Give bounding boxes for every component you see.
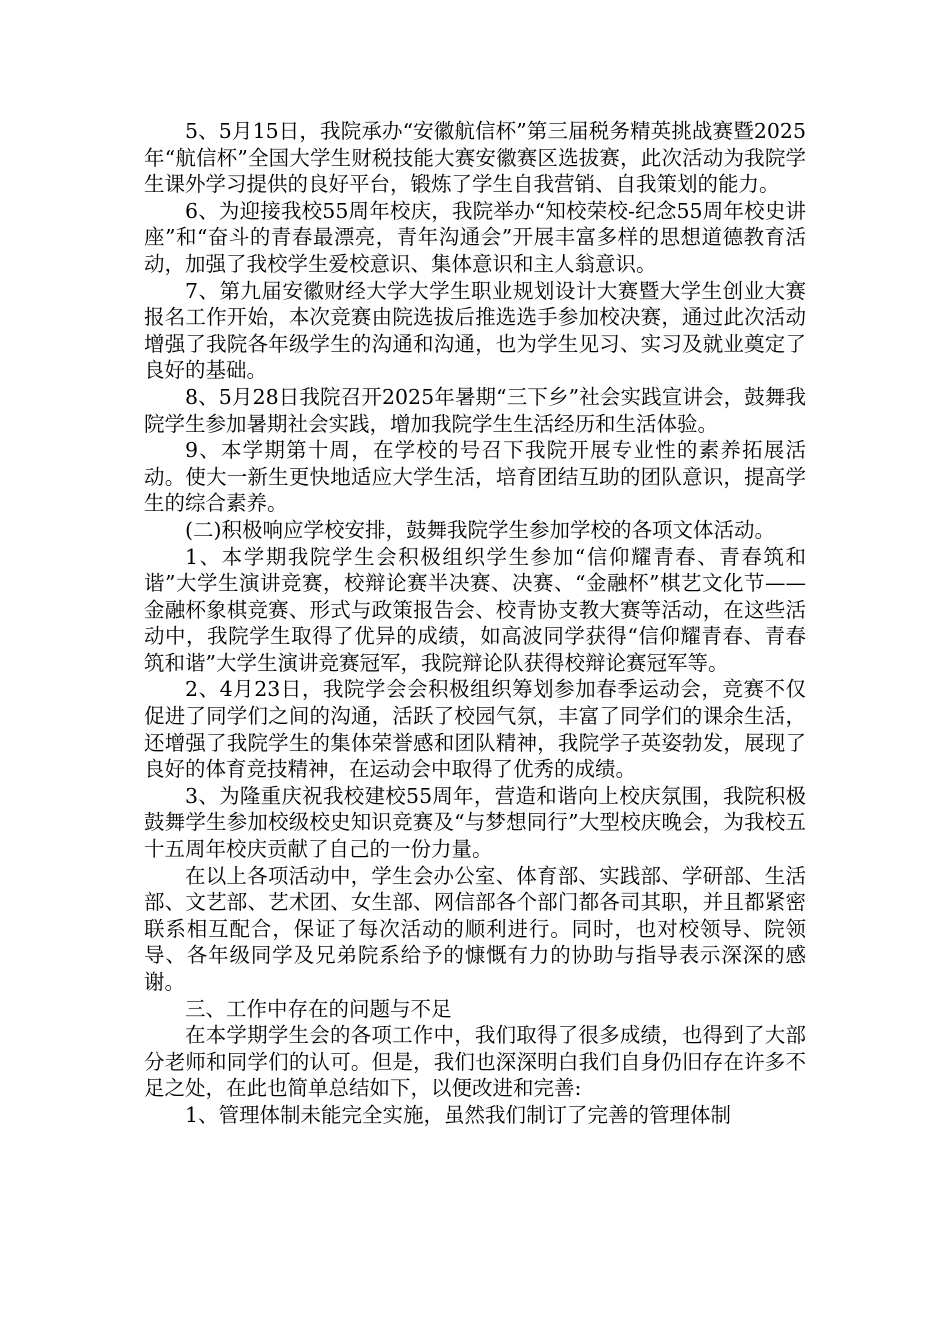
summary-paragraph: 在以上各项活动中，学生会办公室、体育部、实践部、学研部、生活部、文艺部、艺术团、女生部、网信部各个部门都各司其职，并且都紧密联系相互配合，保证了每次活动的顺利进行。同时，也对校领导、院领导、各年级同学及兄弟院系给予的慷慨有力的协助与指导表示深深的感谢。 xyxy=(144,863,806,994)
section-heading-3: 三、工作中存在的问题与不足 xyxy=(185,996,452,1021)
paragraph-item-9: 9、本学期第十周，在学校的号召下我院开展专业性的素养拓展活动。使大一新生更快地适应大学生活，培育团结互助的团队意识，提高学生的综合素养。 xyxy=(144,438,806,516)
intro-paragraph: 在本学期学生会的各项工作中，我们取得了很多成绩，也得到了大部分老师和同学们的认可。但是，我们也深深明白我们自身仍旧存在许多不足之处，在此也简单总结如下，以便改进和完善: xyxy=(144,1023,806,1101)
paragraph-item-6: 6、为迎接我校55周年校庆，我院举办“知校荣校-纪念55周年校史讲座”和“奋斗的青春最漂亮，青年沟通会”开展丰富多样的思想道德教育活动，加强了我校学生爱校意识、集体意识和主人翁意识。 xyxy=(144,198,806,276)
paragraph-item-5: 5、5月15日，我院承办“安徽航信杯”第三届税务精英挑战赛暨2025年“航信杯”全国大学生财税技能大赛安徽赛区选拔赛，此次活动为我院学生课外学习提供的良好平台，锻炼了学生自我营销、自我策划的能力。 xyxy=(144,119,806,197)
paragraph-item-7: 7、第九届安徽财经大学大学生职业规划设计大赛暨大学生创业大赛报名工作开始，本次竞赛由院选拔后推选选手参加校决赛，通过此次活动增强了我院各年级学生的沟通和沟通，也为学生见习、实习及就业奠定了良好的基础。 xyxy=(144,278,806,383)
paragraph-item-3: 3、为隆重庆祝我校建校55周年，营造和谐向上校庆氛围，我院积极鼓舞学生参加校级校史知识竞赛及“与梦想同行”大型校庆晚会，为我校五十五周年校庆贡献了自己的一份力量。 xyxy=(144,783,806,862)
paragraph-item-2: 2、4月23日，我院学会会积极组织筹划参加春季运动会，竞赛不仅促进了同学们之间的沟通，活跃了校园气氛，丰富了同学们的课余生活，还增强了我院学生的集体荣誉感和团队精神，我院学子英姿勃发，展现了良好的体育竞技精神，在运动会中取得了优秀的成绩。 xyxy=(144,677,806,782)
paragraph-item-8: 8、5月28日我院召开2025年暑期“三下乡”社会实践宣讲会，鼓舞我院学生参加暑期社会实践，增加我院学生生活经历和生活体验。 xyxy=(144,384,806,436)
paragraph-item-1: 1、本学期我院学生会积极组织学生参加“信仰耀青春、青春筑和谐”大学生演讲竞赛，校辩论赛半决赛、决赛、“金融杯”棋艺文化节——金融杯象棋竞赛、形式与政策报告会、校青协支教大赛等活动，在这些活动中，我院学生取得了优异的成绩，如高波同学获得“信仰耀青春、青春筑和谐”大学生演讲竞赛冠军，我院辩论队获得校辩论赛冠军等。 xyxy=(144,544,806,675)
section-heading-2: (二)积极响应学校安排，鼓舞我院学生参加学校的各项文体活动。 xyxy=(185,517,775,542)
problem-item-1: 1、管理体制未能完全实施，虽然我们制订了完善的管理体制 xyxy=(185,1102,732,1127)
document-body xyxy=(144,118,806,1129)
